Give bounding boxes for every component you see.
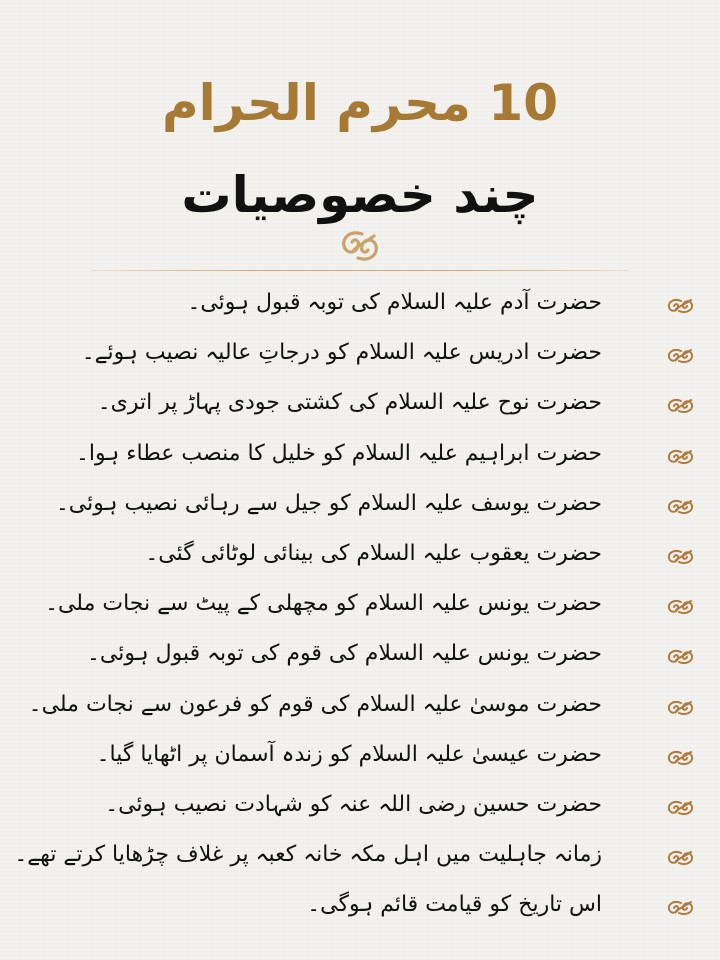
list-item (0, 280, 720, 330)
curl-bullet-icon (665, 547, 697, 567)
list-item-text: حضرت حسین رضی اللہ عنہ کو شہادت نصیب ہوئی۔ (105, 792, 602, 817)
list-item-text: زمانہ جاہلیت میں اہل مکہ خانہ کعبہ پر غلاف چڑھایا کرتے تھے۔ (14, 842, 602, 868)
curl-bullet-icon (665, 848, 697, 868)
curl-bullet-icon (665, 748, 697, 768)
list-item (0, 682, 720, 732)
curl-bullet-icon (665, 447, 697, 467)
curl-bullet-icon (665, 346, 697, 366)
list-item (0, 531, 720, 581)
list-item (0, 882, 720, 932)
list-item-text: حضرت عیسیٰ علیہ السلام کو زندہ آسمان پر اٹھایا گیا۔ (96, 741, 602, 767)
page-title: 10 محرم الحرام (162, 74, 558, 132)
list-item-text: حضرت یعقوب علیہ السلام کی بینائی لوٹائی گئی۔ (145, 541, 602, 566)
list-item (0, 782, 720, 832)
list-item (0, 431, 720, 481)
list-item (0, 481, 720, 531)
curl-bullet-icon (665, 597, 697, 617)
curl-bullet-icon (665, 497, 697, 517)
list-item-text: حضرت یونس علیہ السلام کی قوم کی توبہ قبول ہوئی۔ (87, 641, 602, 667)
list-item-text: حضرت یونس علیہ السلام کو مچھلی کے پیٹ سے نجات ملی۔ (45, 591, 602, 617)
list-item-text: حضرت یوسف علیہ السلام کو جیل سے رہائی نصیب ہوئی۔ (55, 490, 602, 516)
curl-bullet-icon (665, 798, 697, 818)
list-item (0, 631, 720, 681)
curl-bullet-icon (665, 698, 697, 718)
list-item (0, 581, 720, 631)
curl-bullet-icon (665, 898, 697, 918)
curl-bullet-icon (665, 647, 697, 667)
list-item-text: اس تاریخ کو قیامت قائم ہوگی۔ (307, 892, 602, 918)
curl-bullet-icon (665, 396, 697, 416)
list-item-text: حضرت ابراہیم علیہ السلام کو خلیل کا منصب عطاء ہوا۔ (75, 440, 602, 466)
list-item (0, 330, 720, 380)
list-item (0, 380, 720, 430)
list-item-text: حضرت ادریس علیہ السلام کو درجاتِ عالیہ نصیب ہوئے۔ (81, 340, 602, 366)
list-item (0, 832, 720, 882)
list-item-text: حضرت نوح علیہ السلام کی کشتی جودی پہاڑ پر اتری۔ (97, 390, 602, 416)
curl-ornament-icon (336, 226, 384, 266)
curl-bullet-icon (665, 296, 697, 316)
title-divider (92, 270, 628, 271)
list-item-text: حضرت آدم علیہ السلام کی توبہ قبول ہوئی۔ (187, 290, 602, 315)
page-subtitle: چند خصوصیات (181, 166, 539, 224)
list-item-text: حضرت موسیٰ علیہ السلام کی قوم کو فرعون سے نجات ملی۔ (28, 691, 602, 717)
list-item (0, 732, 720, 782)
